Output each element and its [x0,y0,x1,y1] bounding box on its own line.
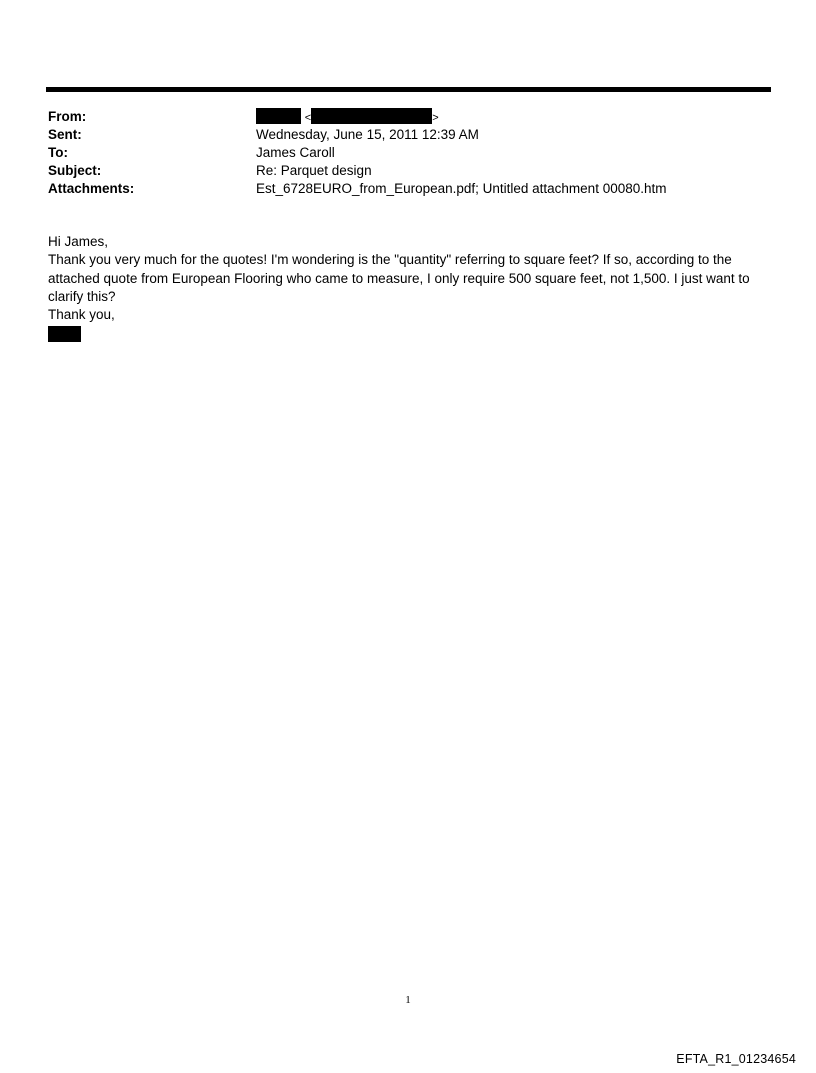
redacted-signature [48,326,81,342]
sent-label: Sent: [48,127,82,142]
greeting: Hi James, [48,234,109,249]
to-row [48,144,768,162]
closing: Thank you, [48,307,115,323]
email-body [48,233,773,342]
sent-value: Wednesday, June 15, 2011 12:39 AM [256,127,479,142]
to-label: To: [48,145,68,160]
from-value [256,108,439,127]
redacted-sender-name [256,108,301,124]
attachments-label: Attachments: [48,181,135,196]
subject-label: Subject: [48,163,102,178]
from-row [48,108,768,126]
subject-row [48,162,768,180]
email-header [48,108,768,198]
message-paragraph: Thank you very much for the quotes! I'm wondering is the "quantity" referring to square feet? If so, according to the attached quote from European Flooring who came to measure, I only require 500 square feet, not 1,500. I just want to clarify this? [48,252,750,304]
subject-value: Re: Parquet design [256,163,372,178]
attachments-value: Est_6728EURO_from_European.pdf; Untitled attachment 00080.htm [256,181,667,196]
from-close-bracket: > [432,112,439,124]
attachments-row [48,180,768,198]
from-label: From: [48,109,87,124]
redacted-sender-email [311,108,432,124]
header-rule [46,87,771,92]
from-open-bracket: < [304,112,312,124]
page-number: 1 [405,994,411,1006]
sent-row [48,126,768,144]
document-id: EFTA_R1_01234654 [676,1052,796,1066]
to-value: James Caroll [256,145,335,160]
